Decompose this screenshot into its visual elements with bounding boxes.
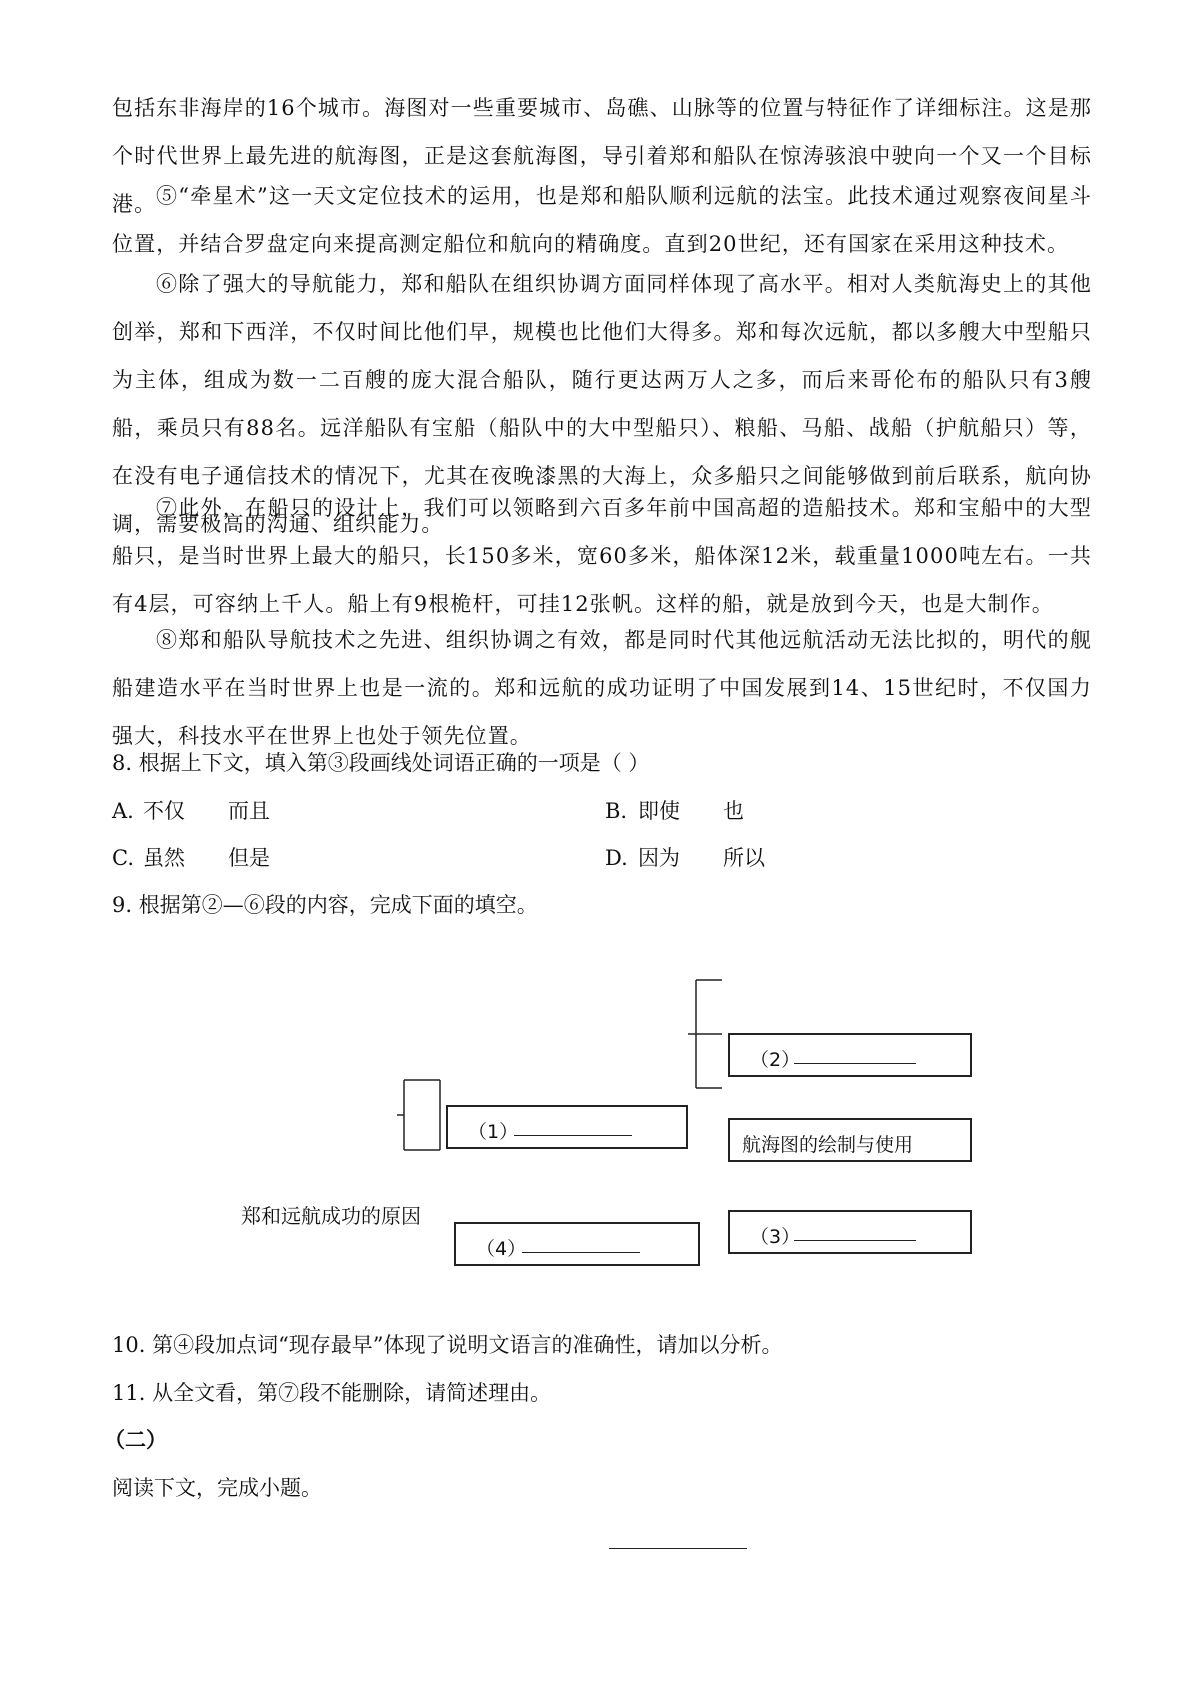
box-2-label: （2）	[750, 1049, 801, 1071]
question-11: 11. 从全文看，第⑦段不能删除，请简述理由。	[112, 1381, 552, 1405]
section-heading: （二）	[104, 1427, 167, 1452]
diagram-box-2	[728, 1033, 972, 1077]
title-blank	[609, 1548, 747, 1549]
diagram-box-map	[728, 1118, 972, 1162]
answer-blank-4[interactable]	[522, 1252, 640, 1253]
passage-paragraph-cont: 包括东非海岸的16个城市。海图对一些重要城市、岛礁、山脉等的位置与特征作了详细标注。这是那个时代世界上最先进的航海图，正是这套航海图，导引着郑和船队在惊涛骇浪中驶向一个又一个目标港。	[112, 96, 1092, 216]
option-word-1: 即使	[638, 799, 680, 823]
passage-paragraph-7: ⑦此外，在船只的设计上，我们可以领略到六百多年前中国高超的造船技术。郑和宝船中的大型船只，是当时世界上最大的船只，长150多米，宽60多米，船体深12米，载重量1000吨左右。一共有4层，可容纳上千人。船上有9根桅杆，可挂12张帆。这样的船，就是放到今天，也是大制作。	[112, 496, 1092, 616]
passage-paragraph-6: ⑥除了强大的导航能力，郑和船队在组织协调方面同样体现了高水平。相对人类航海史上的其他创举，郑和下西洋，不仅时间比他们早，规模也比他们大得多。郑和每次远航，都以多艘大中型船只为主体，组成为数一二百艘的庞大混合船队，随行更达两万人之多，而后来哥伦布的船队只有3艘船，乘员只有88名。远洋船队有宝船（船队中的大中型船只）、粮船、马船、战船（护航船只）等，在没有电子通信技术的情况下，尤其在夜晚漆黑的大海上，众多船只之间能够做到前后联系，航向协调，需要极高的沟通、组织能力。	[112, 272, 1092, 536]
passage-paragraph-5: ⑤“牵星术”这一天文定位技术的运用，也是郑和船队顺利远航的法宝。此技术通过观察夜间星斗位置，并结合罗盘定向来提高测定船位和航向的精确度。直到20世纪，还有国家在采用这种技术。	[112, 184, 1092, 256]
option-word-2: 而且	[228, 799, 270, 823]
answer-blank-3[interactable]	[794, 1240, 916, 1241]
question-9-stem: 9. 根据第②—⑥段的内容，完成下面的填空。	[112, 893, 538, 917]
diagram-box-3	[728, 1210, 972, 1254]
diagram-root-label: 郑和远航成功的原因	[241, 1204, 421, 1228]
passage-paragraph-8: ⑧郑和船队导航技术之先进、组织协调之有效，都是同时代其他远航活动无法比拟的，明代的舰船建造水平在当时世界上也是一流的。郑和远航的成功证明了中国发展到14、15世纪时，不仅国力强大，科技水平在世界上也处于领先位置。	[112, 628, 1092, 748]
box-4-label: （4）	[476, 1238, 527, 1260]
diagram-box-1	[446, 1105, 688, 1149]
option-letter: C.	[112, 846, 134, 870]
box-3-label: （3）	[750, 1226, 801, 1248]
option-word-1: 不仅	[143, 799, 185, 823]
diagram-box-4	[454, 1222, 700, 1266]
option-letter: D.	[605, 846, 628, 870]
box-1-label: （1）	[468, 1121, 519, 1143]
option-word-2: 所以	[723, 846, 765, 870]
section-instruction: 阅读下文，完成小题。	[112, 1476, 322, 1500]
question-8-stem: 8. 根据上下文，填入第③段画线处词语正确的一项是（ ）	[112, 751, 650, 775]
option-letter: B.	[605, 799, 628, 823]
option-letter: A.	[112, 799, 134, 823]
box-map-label: 航海图的绘制与使用	[742, 1134, 914, 1156]
option-word-1: 虽然	[143, 846, 185, 870]
answer-blank-1[interactable]	[514, 1135, 632, 1136]
option-word-2: 也	[723, 799, 744, 823]
option-word-1: 因为	[638, 846, 680, 870]
option-word-2: 但是	[228, 846, 270, 870]
question-10: 10. 第④段加点词“现存最早”体现了说明文语言的准确性，请加以分析。	[112, 1333, 783, 1357]
answer-blank-2[interactable]	[794, 1063, 916, 1064]
